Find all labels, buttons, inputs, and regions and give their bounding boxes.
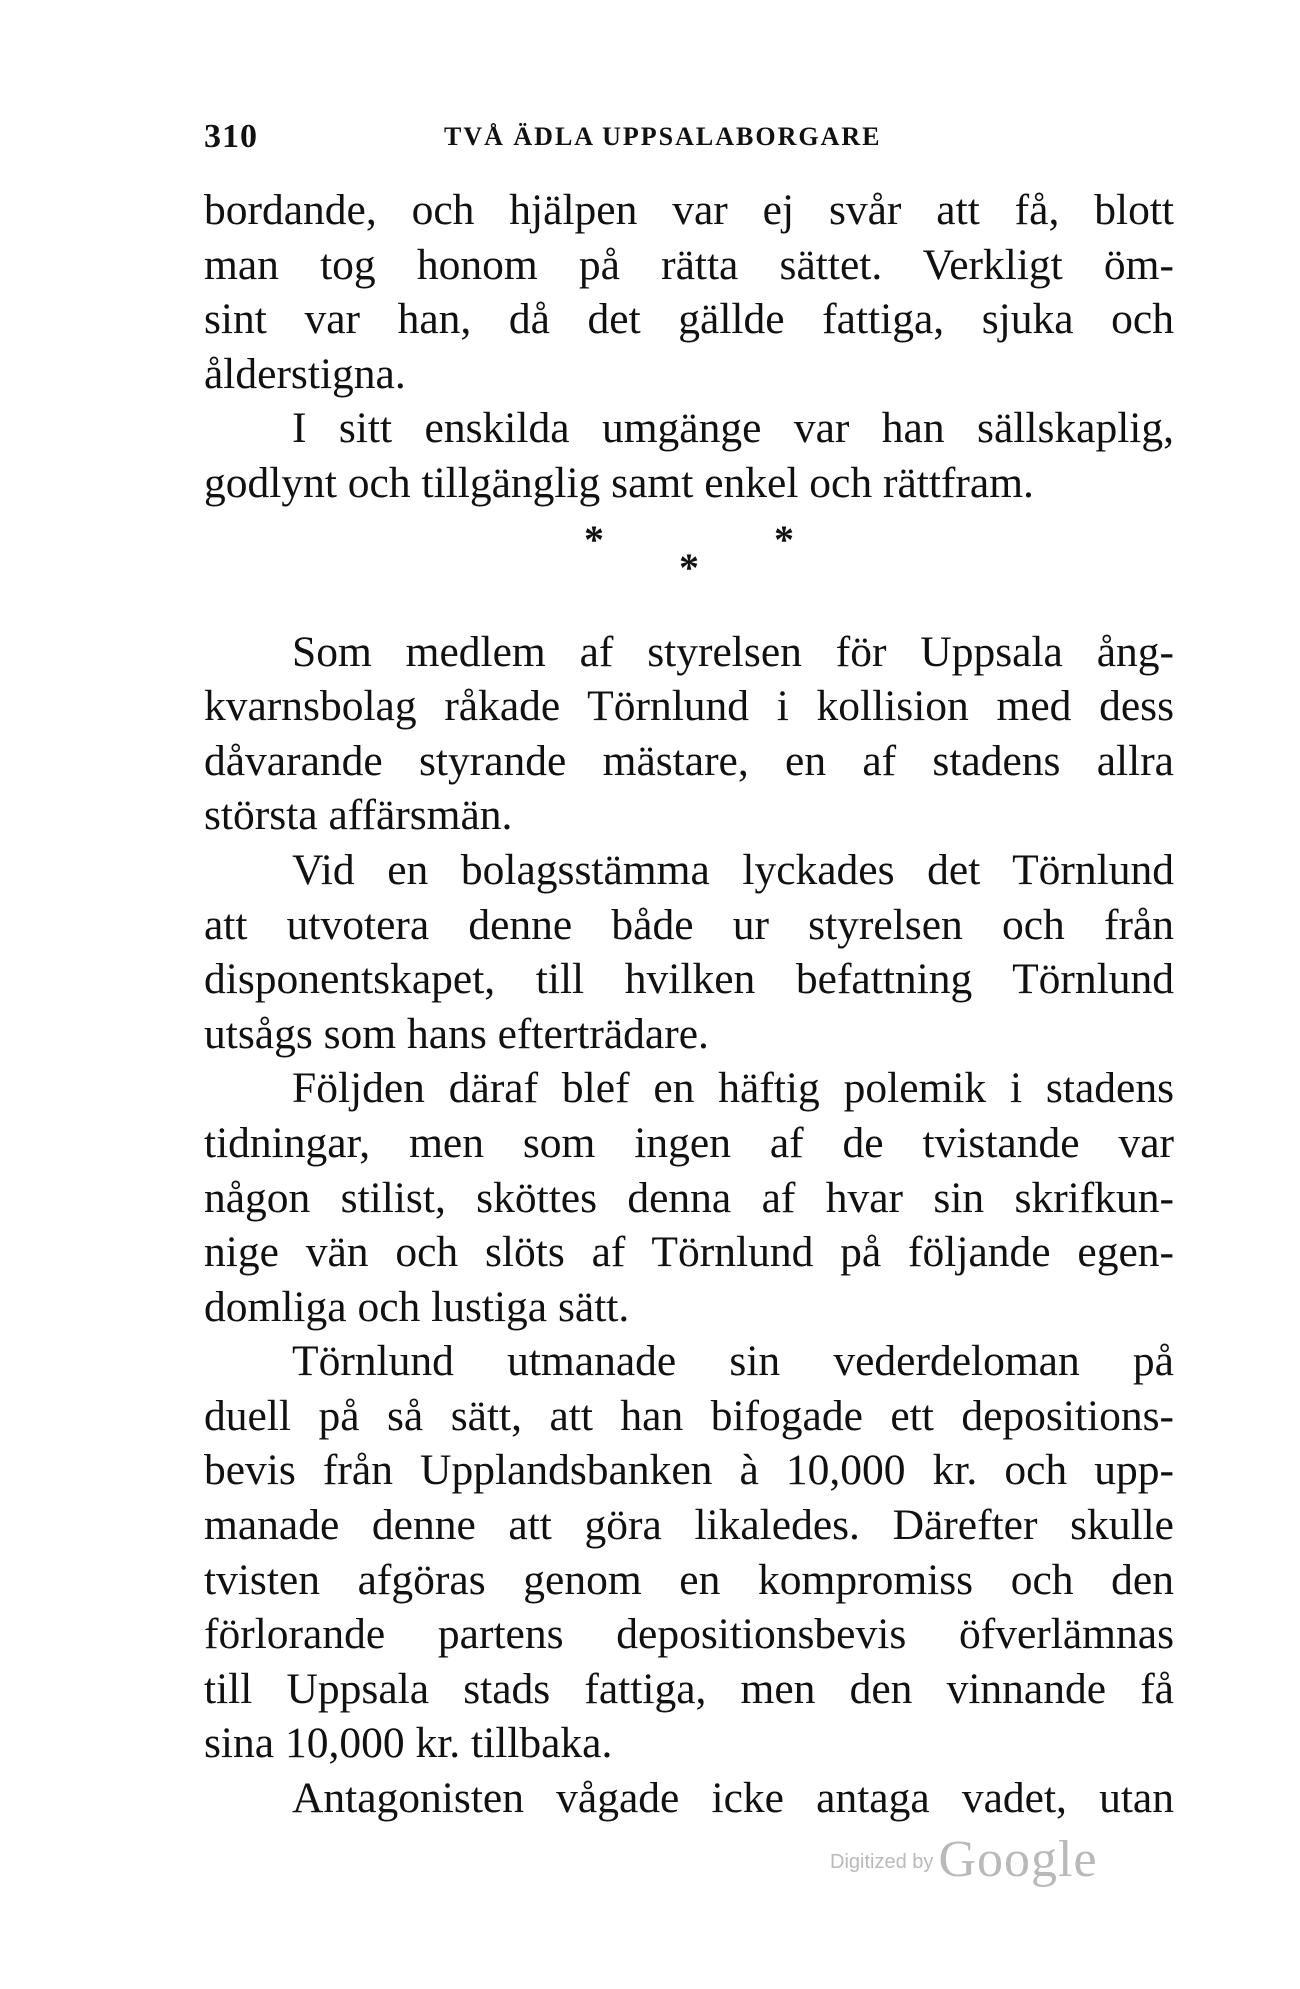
text-line: I sitt enskilda umgänge var han sällskaplig, — [292, 404, 1174, 453]
text-line: förlorande partens depositionsbevis öfverlämnas — [204, 1610, 1174, 1659]
watermark-prefix: Digitized by — [830, 1851, 934, 1873]
text-line: kvarnsbolag råkade Törnlund i kollision med dess — [204, 682, 1174, 731]
text-line: tidningar, men som ingen af de tvistande var — [204, 1118, 1174, 1167]
asterisk: * — [584, 516, 604, 562]
asterisk: * — [774, 516, 794, 562]
paragraph — [204, 625, 1174, 843]
text-line: Antagonisten vågade icke antaga vadet, utan — [292, 1774, 1174, 1823]
running-head: TVÅ ÄDLA UPPSALABORGARE — [444, 122, 882, 151]
text-line: dåvarande styrande mästare, en af stadens allra — [204, 736, 1174, 785]
paragraph — [204, 843, 1174, 1061]
text-line: tvisten afgöras genom en kompromiss och den — [204, 1555, 1174, 1604]
paragraph — [204, 401, 1174, 510]
page-header — [204, 118, 1164, 158]
text-line: duell på så sätt, att han bifogade ett depositions- — [204, 1391, 1174, 1440]
text-line: Törnlund utmanade sin vederdeloman på — [292, 1337, 1174, 1386]
text-line: sina 10,000 kr. tillbaka. — [204, 1719, 613, 1768]
page-number: 310 — [204, 118, 258, 155]
paragraph — [204, 1771, 1174, 1826]
text-line: utsågs som hans efterträdare. — [204, 1009, 709, 1058]
section-break-asterism — [204, 507, 1174, 625]
text-line: att utvotera denne både ur styrelsen och från — [204, 900, 1174, 949]
digitized-by-google-watermark — [830, 1830, 1098, 1900]
text-line: någon stilist, sköttes denna af hvar sin skrifkun- — [204, 1173, 1174, 1222]
text-line: Vid en bolagsstämma lyckades det Törnlund — [292, 845, 1174, 894]
text-line: manade denne att göra likaledes. Därefter skulle — [204, 1501, 1174, 1550]
paragraph — [204, 1061, 1174, 1334]
text-line: ålderstigna. — [204, 349, 406, 398]
text-line: godlynt och tillgänglig samt enkel och rättfram. — [204, 458, 1034, 507]
asterisk: * — [679, 544, 699, 590]
text-line: bevis från Upplandsbanken à 10,000 kr. och upp- — [204, 1446, 1174, 1495]
body-text — [204, 183, 1174, 1826]
text-line: största affärsmän. — [204, 791, 513, 840]
text-line: domliga och lustiga sätt. — [204, 1282, 630, 1331]
text-line: sint var han, då det gällde fattiga, sjuka och — [204, 295, 1174, 344]
text-line: nige vän och slöts af Törnlund på följande egen- — [204, 1228, 1174, 1277]
text-line: Följden däraf blef en häftig polemik i stadens — [292, 1064, 1174, 1113]
google-logo: Google — [938, 1831, 1098, 1888]
text-line: man tog honom på rätta sättet. Verkligt öm- — [204, 240, 1174, 289]
paragraph — [204, 183, 1174, 401]
paragraph — [204, 1334, 1174, 1771]
text-line: disponentskapet, till hvilken befattning Törnlund — [204, 955, 1174, 1004]
text-line: bordande, och hjälpen var ej svår att få, blott — [204, 186, 1174, 234]
text-line: till Uppsala stads fattiga, men den vinnande få — [204, 1664, 1174, 1713]
text-line: Som medlem af styrelsen för Uppsala ång- — [292, 627, 1174, 676]
